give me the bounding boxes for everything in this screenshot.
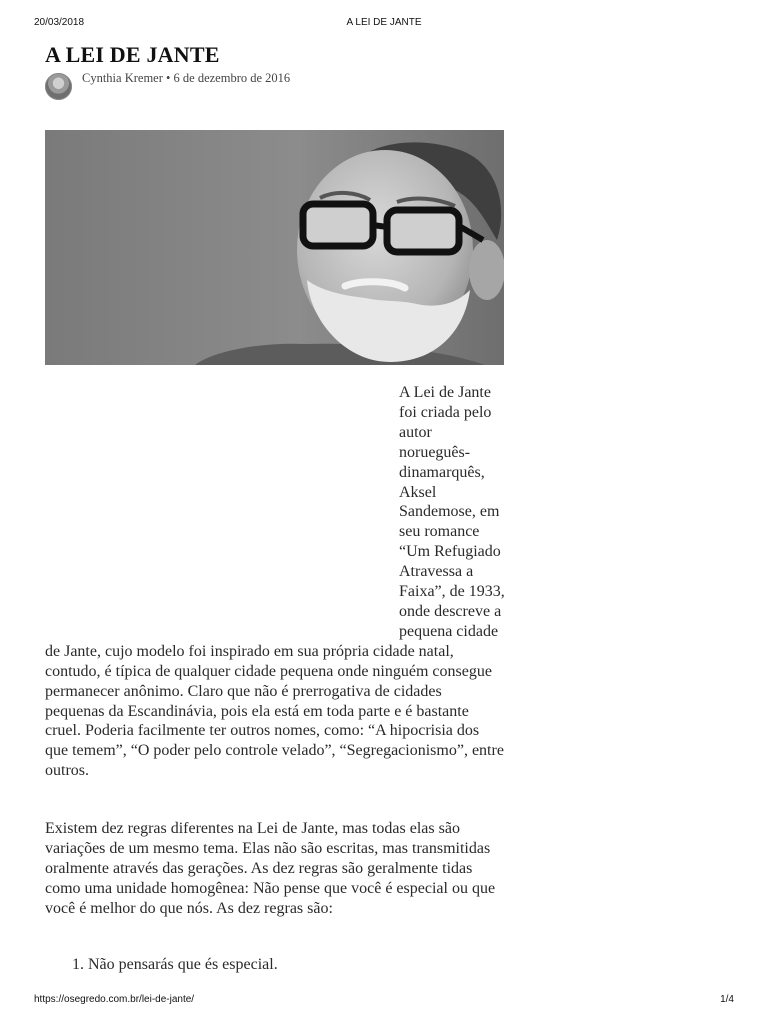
paragraph-1: A Lei de Jante foi criada pelo autor norueguês-dinamarquês, Aksel Sandemose, em seu romance “Um Refugiado Atravessa a Faixa”, de 1933, onde descreve a pequena cidade de Jante, cujo modelo foi inspirado em sua própria cidade natal, contudo, é típica de qualquer cidade pequena onde ninguém consegue permanecer anônimo. Claro que não é prerrogativa de cidades pequenas da Escandinávia, pois ela está em toda parte e é bastante cruel. Poderia facilmente ter outros nomes, como: “A hipocrisia dos que temem”, “O poder pelo controle velado”, “Segregacionismo”, entre outros. xyxy=(45,384,505,780)
portrait-photo xyxy=(45,130,504,365)
rule-item xyxy=(72,956,278,974)
float-spacer xyxy=(45,383,399,633)
print-header xyxy=(34,17,734,31)
page-number: 1/4 xyxy=(720,994,734,1005)
meta-separator: • xyxy=(166,71,171,85)
print-page-title: A LEI DE JANTE xyxy=(346,17,422,28)
publish-date: 6 de dezembro de 2016 xyxy=(173,71,291,85)
author-avatar[interactable] xyxy=(45,73,72,100)
rule-number: 1. xyxy=(72,956,84,973)
article-title: A LEI DE JANTE xyxy=(45,42,220,67)
print-footer xyxy=(34,994,734,1008)
rules-list xyxy=(72,956,278,974)
paragraph-2: Existem dez regras diferentes na Lei de Jante, mas todas elas são variações de um mesmo tema. Elas não são escritas, mas transmitidas oralmente através das gerações. As dez regras são geralmente tidas como uma unidade homogênea: Não pense que você é especial ou que você é melhor do que nós. As dez regras são: xyxy=(45,820,496,917)
page-url[interactable]: https://osegredo.com.br/lei-de-jante/ xyxy=(34,994,195,1005)
author-name[interactable]: Cynthia Kremer xyxy=(82,71,163,85)
article-meta xyxy=(82,71,290,86)
hero-photo xyxy=(45,130,504,365)
print-date: 20/03/2018 xyxy=(34,17,85,28)
rule-text: Não pensarás que és especial. xyxy=(88,956,278,973)
intro-section xyxy=(45,383,505,781)
